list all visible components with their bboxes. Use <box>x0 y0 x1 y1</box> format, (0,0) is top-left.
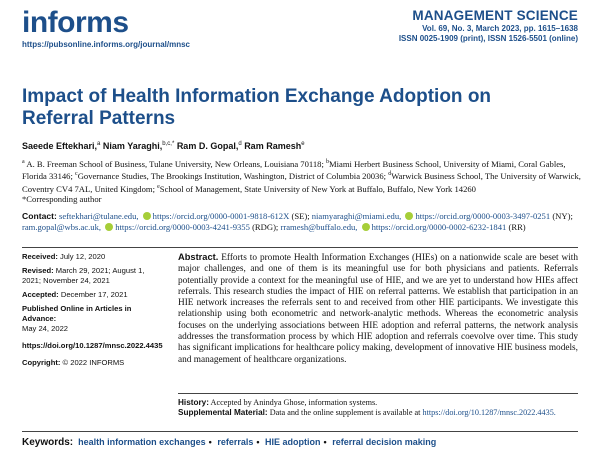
author: Ram Ramesh$^e$ <box>244 141 305 151</box>
abstract-text: Efforts to promote Health Information Exchanges (HIEs) on a nationwide scale are beset with major challenges, and one of them is its meaningful use for both physicians and patients. Referrals potentially provide a context for the meaningful use of HIE, and we are yet to understand how HIEs affect referrals. This research studies the impact of HIE on referral patterns. We establish that participation in an HIE network increases the referrals sent to and received from other HIE participants. We investigate this relationship using both econometric and network-analytic methods. Whereas the econometric analysis focuses on the underlying associations between HIE adoption and referral patterns, the network analysis addresses the transformation process by which HIE adoption and referrals coevolve over time. This study has significant implications for healthcare policy making, development of innovative HIE business models, and management of healthcare organizations. <box>178 253 579 365</box>
journal-name: MANAGEMENT SCIENCE <box>412 8 578 23</box>
corresponding-author-note: *Corresponding author <box>22 194 102 205</box>
orcid-icon <box>362 223 370 231</box>
email-link[interactable]: seftekhari@tulane.edu, <box>59 211 139 221</box>
divider <box>22 431 578 432</box>
divider <box>178 393 578 394</box>
doi-link[interactable]: https://doi.org/10.1287/mnsc.2022.4435 <box>22 341 163 350</box>
orcid-link[interactable]: https://orcid.org/0000-0002-6232-1841 <box>371 222 507 232</box>
article-title: Impact of Health Information Exchange Adoption on Referral Patterns <box>22 86 492 129</box>
email-link[interactable]: rramesh@buffalo.edu, <box>280 222 358 232</box>
author-list <box>22 141 305 151</box>
abstract-label: Abstract. <box>178 252 219 262</box>
email-link[interactable]: niamyaraghi@miami.edu, <box>311 211 402 221</box>
contact-info: Contact: seftekhari@tulane.edu, https://orcid.org/0000-0001-9818-612X (SE); niamyaraghi@miami.edu, https://orcid.org/0000-0003-3497-0251 (NY); ram.gopal@wbs.ac.uk, https://orcid.org/0000-0003-4241-9355 (RDG); rramesh@buffalo.edu, https://orcid.org/0000-0002-6232-1841 (RR) <box>22 211 573 232</box>
abstract <box>178 252 578 366</box>
volume-info: Vol. 69, No. 3, March 2023, pp. 1615–1638 <box>422 24 578 33</box>
author: Ram D. Gopal,$^d$ <box>176 141 242 151</box>
keyword: referrals <box>217 437 254 447</box>
keyword: health information exchanges <box>78 437 206 447</box>
logo-text: informs <box>22 6 129 39</box>
supplement-link[interactable]: https://doi.org/10.1287/mnsc.2022.4435. <box>422 408 556 418</box>
history: History: Accepted by Anindya Ghose, information systems. Supplemental Material: Data and the online supplement is available at https://doi.org/10.1287/mnsc.2022.4435. <box>178 398 556 418</box>
divider <box>22 247 578 248</box>
author: Niam Yaraghi,$^{b,c,*}$ <box>102 141 175 151</box>
issn-info: ISSN 0025-1909 (print), ISSN 1526-5501 (online) <box>398 34 578 43</box>
article-dates-sidebar: Received: July 12, 2020 Revised: March 29, 2021; August 1, 2021; November 24, 2021 Accepted: December 17, 2021 Published Online in Articles in Advance: May 24, 2022 https://doi.org/10.1287/mnsc.2022.4435 Copyright: © 2022 INFORMS <box>22 252 163 367</box>
author: Saeede Eftekhari,$^a$ <box>22 141 101 151</box>
affiliations: $^a$ A. B. Freeman School of Business, Tulane University, New Orleans, Louisiana 70118; $^b$Miami Herbert Business School, University of Miami, Coral Gables, Florida 33146; $^c$Governance Studies, The Brookings Institution, Washington, District of Columbia 20036; $^d$Warwick Business School, The University of Warwick, Coventry CV4 7AL, United Kingdom; $^e$School of Management, State University of New York at Buffalo, Buffalo, New York 14260 *Corresponding author <box>22 158 581 205</box>
orcid-icon <box>405 212 413 220</box>
orcid-icon <box>143 212 151 220</box>
orcid-link[interactable]: https://orcid.org/0000-0001-9818-612X <box>152 211 290 221</box>
keyword: referral decision making <box>332 437 437 447</box>
keywords: Keywords: health information exchanges • referrals • HIE adoption • referral decision making <box>22 437 437 448</box>
journal-url-link[interactable]: https://pubsonline.informs.org/journal/mnsc <box>22 40 191 49</box>
orcid-link[interactable]: https://orcid.org/0000-0003-4241-9355 <box>115 222 250 232</box>
orcid-icon <box>105 223 113 231</box>
journal-info <box>399 8 578 43</box>
email-link[interactable]: ram.gopal@wbs.ac.uk, <box>22 222 102 232</box>
informs-logo <box>22 8 129 38</box>
orcid-link[interactable]: https://orcid.org/0000-0003-3497-0251 <box>415 211 551 221</box>
keyword: HIE adoption <box>265 437 321 447</box>
